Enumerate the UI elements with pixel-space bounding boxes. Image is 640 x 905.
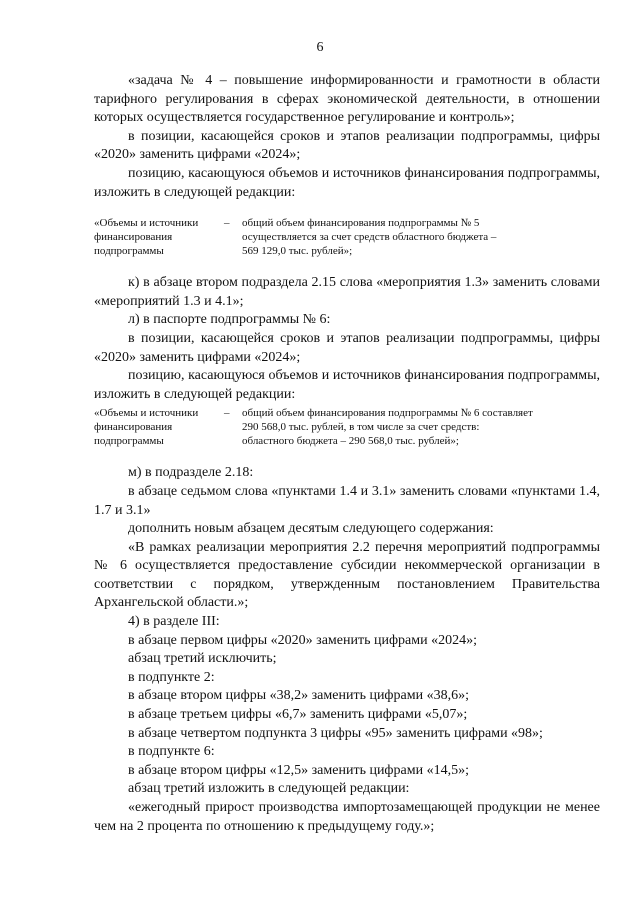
paragraph: в абзаце втором цифры «12,5» заменить цифрами «14,5»;	[128, 762, 469, 778]
document-body	[94, 72, 600, 836]
paragraph: в позиции, касающейся сроков и этапов реализации подпрограммы, цифры «2020» заменить цифрами «2024»;	[94, 330, 600, 365]
paragraph: в абзаце втором цифры «38,2» заменить цифрами «38,6»;	[128, 688, 469, 704]
paragraph: в абзаце первом цифры «2020» заменить цифрами «2024»;	[128, 632, 477, 648]
paragraph: «ежегодный прирост производства импортозамещающей продукции не менее чем на 2 процента по отношению к предыдущему году.»;	[94, 800, 600, 834]
paragraph: дополнить новым абзацем десятым следующего содержания:	[128, 521, 494, 537]
paragraph: л) в паспорте подпрограммы № 6:	[128, 312, 331, 328]
table-value-column: общий объем финансирования подпрограммы № 5 осуществляется за счет средств областного бюджета – 569 129,0 тыс. рублей»;	[242, 217, 497, 258]
table-dash: –	[224, 407, 230, 420]
table-financing-subprogram-6	[94, 406, 600, 448]
paragraph: «задача № 4 – повышение информированности и грамотности в области тарифного регулирования в сферах экономической деятельности, в отношении которых осуществляется государственное регулирование и контроль»;	[94, 73, 600, 126]
paragraph: в подпункте 2:	[128, 669, 215, 685]
paragraph: «В рамках реализации мероприятия 2.2 перечня мероприятий подпрограммы № 6 осуществляется предоставление субсидии некоммерческой организации в соответствии с порядком, утвержденным постановлением Правительства Архангельской области.»;	[94, 539, 600, 611]
page-number: 6	[316, 40, 324, 55]
table-value-column: общий объем финансирования подпрограммы № 6 составляет 290 568,0 тыс. рублей, в том числе за счет средств: областного бюджета – 290 568,0 тыс. рублей»;	[242, 407, 533, 448]
table-label-column: «Объемы и источники финансирования подпрограммы	[94, 407, 199, 448]
table-financing-subprogram-5	[94, 216, 600, 258]
paragraph: 4) в разделе III:	[128, 614, 220, 630]
paragraph: м) в подразделе 2.18:	[128, 465, 254, 481]
table-label-column: «Объемы и источники финансирования подпрограммы	[94, 217, 199, 258]
paragraph: в абзаце седьмом слова «пунктами 1.4 и 3.1» заменить словами «пунктами 1.4, 1.7 и 3.1»	[94, 483, 600, 518]
table-dash: –	[224, 217, 230, 230]
paragraph: в позиции, касающейся сроков и этапов реализации подпрограммы, цифры «2020» заменить цифрами «2024»;	[94, 128, 600, 163]
paragraph: в подпункте 6:	[128, 744, 215, 760]
paragraph: в абзаце третьем цифры «6,7» заменить цифрами «5,07»;	[128, 707, 468, 723]
paragraph: в абзаце четвертом подпункта 3 цифры «95» заменить цифрами «98»;	[128, 725, 543, 741]
paragraph: позицию, касающуюся объемов и источников финансирования подпрограммы, изложить в следующей редакции:	[94, 368, 600, 402]
paragraph: позицию, касающуюся объемов и источников финансирования подпрограммы, изложить в следующей редакции:	[94, 165, 600, 200]
paragraph: к) в абзаце втором подраздела 2.15 слова «мероприятия 1.3» заменить словами «мероприятий 1.3 и 4.1»;	[94, 275, 600, 309]
paragraph: абзац третий изложить в следующей редакции:	[128, 781, 410, 797]
paragraph: абзац третий исключить;	[128, 651, 277, 667]
